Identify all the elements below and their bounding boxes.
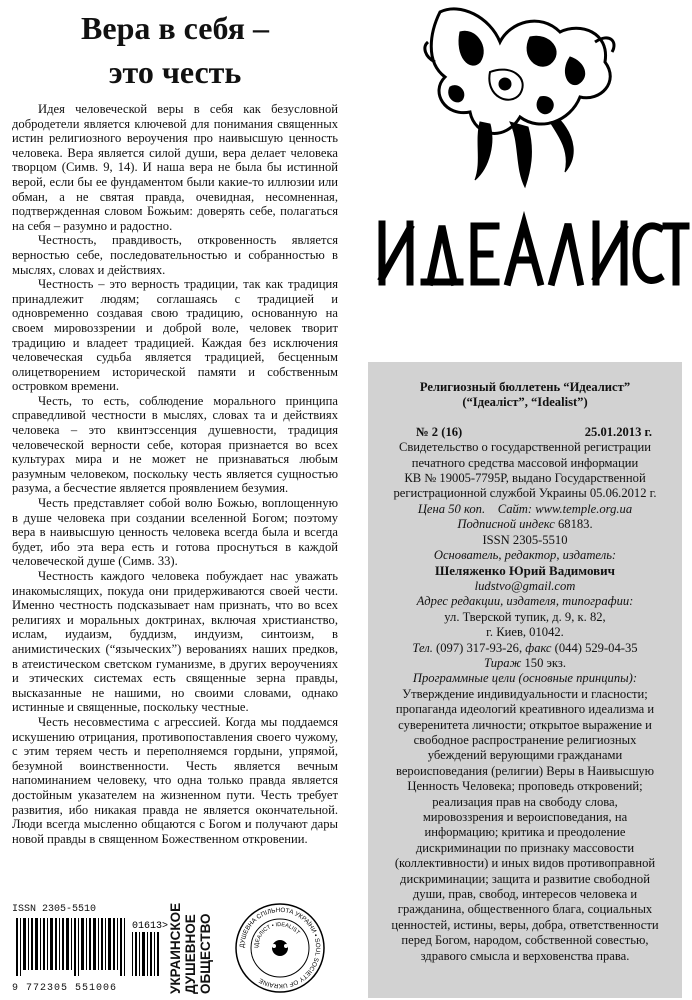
registration-line: Свидетельство о государственной регистрации	[398, 440, 652, 455]
price-site-line	[376, 502, 674, 517]
email-link[interactable]: ludstvo@gmail.com	[474, 578, 576, 593]
goals-line: вероисповедания (религии) Веры в Наивысшую	[395, 763, 655, 778]
goals-line: дискриминации; защита и развитие свободной	[400, 871, 650, 886]
goals-line: суверенитета личности; открытое выражение и	[398, 717, 652, 732]
print-run-value: 150 экз.	[524, 655, 566, 670]
logo-illustration-icon	[420, 2, 620, 192]
barcode	[12, 904, 169, 994]
article-paragraph: Честность каждого человека побуждает нас уважать инакомыслящих, покуда они придерживаются своей чести. Именно честность подсказывает нам признать, что во всех религиях и моральных доктринах, включая христианство, ислам, иудаизм, буддизм, индуизм, синтоизм, в анимистических (“языческих”) верованиях наших предков, в атеистическом светском гуманизме, в других вероучениях и этических системах есть священные зерна правды, высказанные не нашими, но своими словами, однако истинные и священные, поскольку честные.	[12, 569, 338, 715]
bulletin-alt-names: (“Ідеаліст”, “Idealist”)	[462, 395, 588, 410]
address-line: ул. Тверской тупик, д. 9, к. 82,	[444, 609, 606, 624]
org-name-vertical: УКРАИНСКОЕ ДУШЕВНОЕ ОБЩЕСТВО	[168, 902, 213, 994]
fax-label: факс	[525, 640, 552, 655]
goals-line: Ценность Человека; проповедь откровений;	[407, 779, 643, 794]
masthead-lettering-icon	[374, 216, 686, 292]
article-paragraph: Честность – это верность традиции, так как традиция принадлежит людям; соглашаясь с традицией и одновременно создавая свою традицию, основанную на своем мировоззрении и доброй воле, человек творит традицию и владеет традицией. Каждая без исключения человеческая судьба является традицией, бесценным олицетворением исторической памяти и собственным островком времени.	[12, 277, 338, 394]
founder-label: Основатель, редактор, издатель:	[433, 548, 617, 563]
site-link[interactable]: www.temple.org.ua	[535, 501, 633, 516]
registration-line: регистрационной службой Украины 05.06.2012 г.	[393, 486, 657, 501]
goals-line: дискриминации по признаку массовости	[415, 840, 635, 855]
goals-line: реализация прав на свободу слова,	[432, 794, 618, 809]
print-run-label: Тираж	[484, 655, 522, 670]
print-run-line	[376, 656, 674, 671]
article-body	[12, 102, 338, 846]
tel-label: Тел.	[412, 640, 433, 655]
tel-value: (097) 317-93-26,	[436, 640, 523, 655]
article-paragraph: Идея человеческой веры в себя как безусловной добродетели является ключевой для понимания священных истин религиозного вероучения про наивысшую ценность человека. Вера является силой души, вера делает человека творцом (Симв. 9, 14). И наша вера не была бы истинной верой, если бы ее фундаментом были какие-то иллюзии или обман, а не святая правда, очевидная, несомненная, подтвержденная словом Божьим: доверять себе, полагаться на себя – разумно и радостно.	[12, 102, 338, 233]
goals-line: мировоззрения и вероисповедания, на	[422, 809, 628, 824]
site-label: Сайт:	[497, 501, 533, 516]
registration-line: КВ № 19005-7795Р, выдано Государственной	[404, 471, 646, 486]
masthead-logo	[374, 216, 686, 292]
article-paragraph: Честность, правдивость, откровенность является верностью себе, последовательностью и собранностью в мыслях, словах и действиях.	[12, 233, 338, 277]
goals-line: души, прав, свобод, интересов человека и	[412, 887, 638, 901]
subscription-label: Подписной индекс	[457, 517, 555, 532]
svg-text:ІДЕАЛІСТ • IDEALIST: ІДЕАЛІСТ • IDEALIST	[253, 921, 301, 949]
issue-row	[376, 425, 674, 440]
registration-line: печатного средства массовой информации	[411, 455, 639, 470]
phone-line	[376, 641, 674, 656]
address-label: Адрес редакции, издателя, типографии:	[416, 594, 634, 609]
goals-line: информацию; критика и преодоление	[424, 825, 626, 840]
goals-line: перед Богом, народом, собственной совестью,	[401, 933, 649, 948]
article-paragraph: Честь, то есть, соблюдение морального принципа справедливой честности в мыслях, словах та и действиях человека – это квинтэссенция душевности, традиция человеческой верности себе, которая признается во всех культурах мира и не может не признаваться любым разумным человеком, поскольку честь является сущностью разума, а бесчестие является проявлением безумия.	[12, 393, 338, 496]
founder-name: Шеляженко Юрий Вадимович	[435, 563, 615, 579]
issue-number: № 2 (16)	[416, 424, 463, 439]
footer-block	[12, 902, 338, 994]
goals-line: гражданина, общественного блага, социальных	[397, 902, 653, 917]
goals-line: Утверждение индивидуальности и гласности;	[402, 686, 648, 701]
subscription-line	[376, 517, 674, 532]
goals-line: (коллективности) и иных видов противоправной	[394, 856, 656, 871]
fax-value: (044) 529-04-35	[554, 640, 638, 655]
svg-text:ДУШЕВНА СПІЛЬНОТА УКРАЇНИ • SO: ДУШЕВНА СПІЛЬНОТА УКРАЇНИ • SOUL SOCIETY OF UKRAINE	[238, 906, 322, 990]
imprint-box	[368, 362, 682, 998]
article-title-line1: Вера в себя –	[81, 10, 269, 46]
barcode-number: 9 772305 551006	[12, 983, 118, 994]
goals-line: пропаганда идеологий креативного идеализма и	[395, 702, 655, 717]
price-label: Цена	[417, 501, 446, 516]
article-title	[12, 6, 338, 94]
article-paragraph: Честь представляет собой волю Божью, воплощенную в душе человека при создании вселенной Богом; поэтому вера в наивысшую ценность человека всегда была и всегда будет, ибо эта вера есть и готова проснуться в каждой человеческой душе (Симв. 33).	[12, 496, 338, 569]
article-title-line2: это честь	[108, 54, 242, 90]
barcode-issn: ISSN 2305-5510	[12, 904, 97, 915]
price-value: 50 коп.	[448, 501, 486, 516]
issn-line: ISSN 2305-5510	[482, 532, 568, 547]
goals-line: ценностей, истины, веры, добра, ответственности	[391, 917, 659, 932]
article-paragraph: Честь несовместима с агрессией. Когда мы поддаемся искушению отрицания, противопоставления своего чужому, с этим теряем честь и переполняемся гордыни, упрямой, безумной воинственности. Честь является вечным напоминанием человеку, что одна только правда является достойным указателем на жизненном пути. Честь требует развития, ибо никакая правда не является окончательной. Люди всегда мысленно общаются с Богом и получают дары новой правды в священном Божественном откровении.	[12, 714, 338, 846]
goals-line: убеждений верующими гражданами	[427, 748, 623, 763]
bulletin-name: Религиозный бюллетень “Идеалист”	[419, 380, 631, 394]
article	[12, 0, 338, 846]
goals-text	[376, 687, 674, 964]
barcode-addon: 01613>	[132, 921, 169, 932]
address-line: г. Киев, 01042.	[486, 625, 564, 640]
issue-date: 25.01.2013 г.	[584, 424, 652, 439]
barcode-bars-icon	[12, 918, 169, 976]
seal-stamp-icon	[234, 902, 326, 994]
subscription-value: 68183.	[557, 517, 593, 532]
goals-line: здравого смысла и верховенства права.	[420, 948, 630, 963]
goals-line: свободное распространение религиозных	[413, 732, 637, 747]
goals-label: Программные цели (основные принципы):	[412, 671, 638, 686]
